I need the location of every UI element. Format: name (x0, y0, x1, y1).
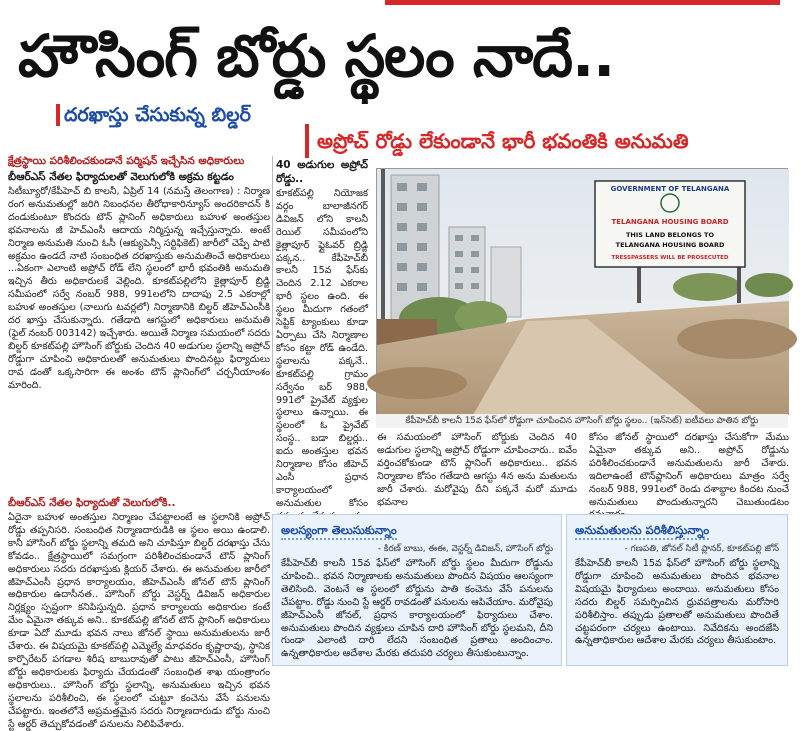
article-photo (376, 168, 788, 414)
quote-box-2-body: కేపీహెచ్‌బీ కాలనీ 15వ ఫేస్‌లో హౌసింగ్ బోర్డు స్థలాన్ని రోడ్డుగా చూపించి అనుమతులు పొందిన భవనాల విషయమై ఫిర్యాదులు అందాయి. అనుమతులు కోసం సదరు బిల్డర్ సమర్పించిన ధ్రువపత్రాలను మరోసారి పరిశీలిస్తాం. తప్పుడు ప్రతాలతో అనుమతులు పొందితే చట్టపరంగా చర్యలు ఉంటాయి. నివేదికను అందజేసి ఉన్నతాధికారుల ఆదేశాల మేరకు చర్యలు తీసుకుంటాం. (575, 558, 779, 647)
quote-box-city-planner (566, 514, 788, 666)
page-headline: హౌసింగ్ బోర్డు స్థలం నాదే.. (18, 22, 615, 90)
kicker-right: అప్రోచ్ రోడ్డు లేకుండానే భారీ భవంతికి అనుమతి (305, 124, 785, 158)
article-column-b (276, 156, 368, 509)
article-column-a (8, 152, 270, 492)
col-c-left: ఈ సమయంలో హౌసింగ్ బోర్డుకు చెందిన 40 అడుగుల స్థలాన్ని అప్రోచ్ రోడ్డుగా చూపించారు.. ఐవేం వర్తించకోకుండా టౌన్ ప్లానింగ్ అధికారులు.. భవన నిర్మాణాల కోసం గతేడాది ఆగస్టు 4న అను మతులను జారీ చేశారు. మరోవైపు దీని పక్కనే మరో మూడు భవనాల (377, 432, 577, 508)
quote-box-2-title: అనుమతులను పరిశీలిస్తున్నాం (575, 522, 709, 540)
col-a-subhead-2: బీఆర్ఎస్ నేతల ఫిర్యాదులతో వెలుగులోకి అక్రమ కట్టడం (8, 171, 234, 183)
article-column-wide (8, 494, 270, 730)
quote-box-1-body: కేపీహెచ్‌బీ కాలనీ 15వ ఫేస్‌లో హౌసింగ్ బోర్డు స్థలం మీదుగా రోడ్డును చూపించి.. భవన నిర్మాణాలకు అనుమతులు పొందిన విషయం ఆలస్యంగా తెలిసింది. వెంటనే ఆ స్థలంలో బోర్డును పాతి కంచెను వేసే పనులను చేపట్టాం. రోడ్డు నుంచి స్టే ఆర్డర్ రావడంతో పనులను ఆపివేయాం. మరోవైపు జీహెచ్ఎంసీ జోనల్, ప్రధాన కార్యాలయంలో ఫిర్యాదులు చేశాం. అనుమతులు పొందిన వ్యక్తులు చూపిన దారి హౌసింగ్ బోర్డు స్థలమని, దీని గుండా ఎలాంటి దారి లేదని సంబంధిత ప్రతాలు అందించాం. ఉన్నతాధికారుల ఆదేశాల మేరకు తదుపరి చర్యలు తీసుకుంటున్నాం. (281, 558, 553, 660)
col-b-subhead: 40 అడుగుల అప్రోచ్ రోడ్డు.. (276, 159, 368, 185)
kicker-left-text: దరఖాస్తు చేసుకున్న బిల్డర్ (64, 104, 251, 126)
col-c-right: కోసం జోనల్ స్థాయిలో దరఖాస్తు చేసుకోగా మేము ఏమైనా తక్కువ అని.. అప్రోచ్ రోడ్డును పరిశీలించకుండానే అనుమతులను జారీ చేశారు. ఇదిలాఉంటే టౌన్‌ప్లానింగ్ అధికారులు మాత్రం సర్వే నంబర్ 988, 991లలో రెండు దశాబ్దాల కిందట నుంచే అనుమతులు పొందుతున్నారని చెబుతుండటం (589, 432, 789, 508)
sign-line-4: TELANGANA HOUSING BOARD (615, 241, 725, 249)
sign-line-3: THIS LAND BELONGS TO (625, 231, 715, 239)
kicker-accent-bar (56, 104, 60, 126)
sign-line-5: TRESSPASSERS WILL BE PROSECUTED (611, 255, 729, 261)
top-accent-bar (385, 0, 780, 5)
col-a-subhead-1: క్షేత్రస్థాయి పరిశీలించకుండానే పర్మిషన్ ఇచ్చేసిన అధికారులు (8, 155, 245, 167)
sign-line-1: GOVERNMENT OF TELANGANA (610, 185, 730, 193)
quote-box-1-title: అలస్యంగా తెలుసుకున్నాం (281, 522, 397, 540)
quote-box-1-credit: - కిరణ్ బాబు, ఈఈ, వెస్టర్న్ డివిజన్, హౌసింగ్ బోర్డు (377, 544, 553, 554)
sign-line-2: TELANGANA HOUSING BOARD (611, 218, 729, 226)
col-wide-subhead: బీఆర్ఎస్ నేతల ఫిర్యాదుతో వెలుగులోకి.. (8, 497, 176, 509)
column-separator (272, 156, 273, 494)
photo-caption: కేపీహెచ్‌బీ కాలనీ 15వ ఫేస్‌లో రోడ్డుగా చూపించిన హౌసింగ్ బోర్డు స్థలం.. (ఇన్‌సెట్) ఐటీవలు పాతిన బోర్డు (376, 414, 788, 428)
kicker-left (56, 100, 259, 130)
quote-box-housing-board (272, 514, 562, 666)
site-photo-illustration (377, 169, 789, 415)
col-a-paragraph: సిటీబ్యూరో/కేపీహెచ్ బి కాలనీ, ఏప్రిల్ 14 (నమస్తే తెలంగాణ) : నిర్మాణ రంగ అనుమతుల్లో జరిగి నిబంధనల తీరోధాకారిన్యూస్ అందరికాదన్ కి దండుకుంటూ కొందరు టౌన్ ప్లానింగ్ అధికారులు బహుళ అంతస్తుల భవనాలను జీ హెచ్ఎంసీ ఆదాయ నిర్మిస్తున్న ఇచ్చేస్తున్నారు. అంటే నిర్మాణ అనుమతి నుంచి ఓసీ (ఆక్యుపెన్సీ సర్టిఫికెట్) జారీలో చెప్పే పాటి అక్రమం ఉండదే నాటి సంబంధిత దరఖాస్తుకు అనుమతించే అధికారులు ...ఏకంగా ఎలాంటి అప్రోచ్ రోడ్ లేని స్థలంలో భారీ భవంతికి అనుమతి ఇచ్చిన తీరు అధికారులకే వెల్లింది. కూకట్‌పల్లిలోని కైత్లాపూర్ బ్రిడ్జి సమీపంలో సర్వే నంబర్ 988, 991లలోని దాదాపు 2.5 ఎకరాల్లో బహుళ అంతస్తుల (నాలుగు టవర్లలో) నిర్మాణానికి బిల్డర్ జీహెచ్ఎంసీకి దర ఖాస్తు చేసుకున్నారు. గతేడాది ఆగస్టులో అధికారులు అనుమతి (ఫైల్ నంబర్ 003142) ఇచ్చేశారు. అయితే నిర్మాణ సమయంలో సదరు బిల్డర్ కూకట్‌పల్లి హౌసింగ్ బోర్డుకు చెందిన 40 అడుగుల స్థలాన్ని అప్రోచ్ రోడ్డుగా చూపించి అధికారులతో అనుమతులు పొందినట్లు ఫిర్యాదులు రావ డంతో ఒక్కసారిగా ఈ అంశం టౌన్ ప్లానింగ్‌లో చర్చనీయాంశం మారింది. (8, 186, 270, 391)
quote-box-2-credit: - గణపతి, జోనల్ సిటీ ప్లానర్, కూకట్‌పల్లి జోన్ (624, 544, 779, 554)
col-wide-paragraph: ఏదైనా బహుళ అంతస్తుల నిర్మాణం చేపట్టాలంటే ఆ స్థలానికి అప్రోచ్ రోడ్డు తప్పనిసరి. సంబంధిత నిర్మాణదారుడికి ఆ స్థలం అయి ఉండాలి. కానీ హౌసింగ్ బోర్డు స్థలాన్ని తమది అని చూపిస్తూ బిల్డర్ దరఖాస్తు చేసు కోవడం.. క్షేత్రస్థాయిలో సమగ్రంగా పరిశీలించకుండానే టౌన్ ప్లానింగ్ అధికారులు సదరు దరఖాస్తుకు క్లియర్ చేశారు. ఈ అనుమతుల జారీలో జీహెచ్ఎంసీ ప్రధాన కార్యాలయం, జీహెచ్ఎంసీ జోనల్ టౌన్ ప్లానింగ్ అధికారుల ఉదాసీనత.. హౌసింగ్ బోర్డు వెస్టర్న్ డివిజన్ అధికారుల నిర్లక్ష్యం స్పష్టంగా కనిపిస్తున్నది. ప్రధాన కార్యాలయ అధికారుల కంటే మేం ఏమైనా తక్కువ అని.. కూకట్‌పల్లి జోనల్ టౌన్ ప్లానింగ్ అధికారులు కూడా ఏదో మూడు భవన నాలు జోనల్ స్థాయి అనుమతులను జారీ చేశారు. ఈ విషయమై కూకట్‌పల్లి ఎమ్మెల్యే మాధవరం కృష్ణారావు, స్థానిక కార్పొరేటర్ పగడాల శిరీష బాబురావుతో పాటు జీహెచ్ఎంసీ, హౌసింగ్ బోర్డు అధికారులకు ఫిర్యాదు చేయడంతో సంబంధిత శాఖ యంత్రాంగం అధికారులు.. హౌసింగ్ బోర్డు స్థలాన్ని, అనుమతులు ఇచ్చిన భవన స్థలాలను పరిశీలించి, ఈ స్థలంలో చుట్టూ కంచెను వేసే పనులను చేపట్టారు. ఇంతలోనే అప్రమత్తమైన సదరు నిర్మాణదారుడు బోర్డు నుంచి స్టే ఆర్డర్ తెచ్చుకోవడంతో పనులను నిలిపివేశారు. (8, 512, 270, 730)
col-b-paragraph: కూకట్‌పల్లి నియోజక వర్గం బాలాజీనగర్ డివిజన్‌ లోని కాలనీ రెయిల్ సమీపంలోని కైత్లాపూర్ ఫ్లైఓవర్ బ్రిడ్జి పక్కన.. కేపీహెచ్‌బీ కాలనీ 15వ ఫేస్‌కు చెందిన 2.12 ఎకరాల భారీ స్థలం ఉంది. ఈ స్థలం మీదుగా గతంలో సెప్టిక్ ట్యాంకులు కూడా ఏర్పాటు చేసి నిర్మాణాల కోసం కట్టా రోడ్ ఉండేది. స్థలాలను పక్కనే.. కూకట్‌పల్లి గ్రామం సర్వేనం బర్ 988, 991లో ప్రైవేట్ వ్యక్తుల స్థలాలు ఉన్నాయి. ఈ స్థలంలో ఓ ప్రైవేట్ సంస్థ.. బడా బిల్డర్లు.. ఐదు అంతస్తుల భవన నిర్మాణాల కోసం జీహెచ్ ఎంసీ ప్రధాన కార్యాలయంలో అనుమతుల కోసం (276, 188, 368, 509)
